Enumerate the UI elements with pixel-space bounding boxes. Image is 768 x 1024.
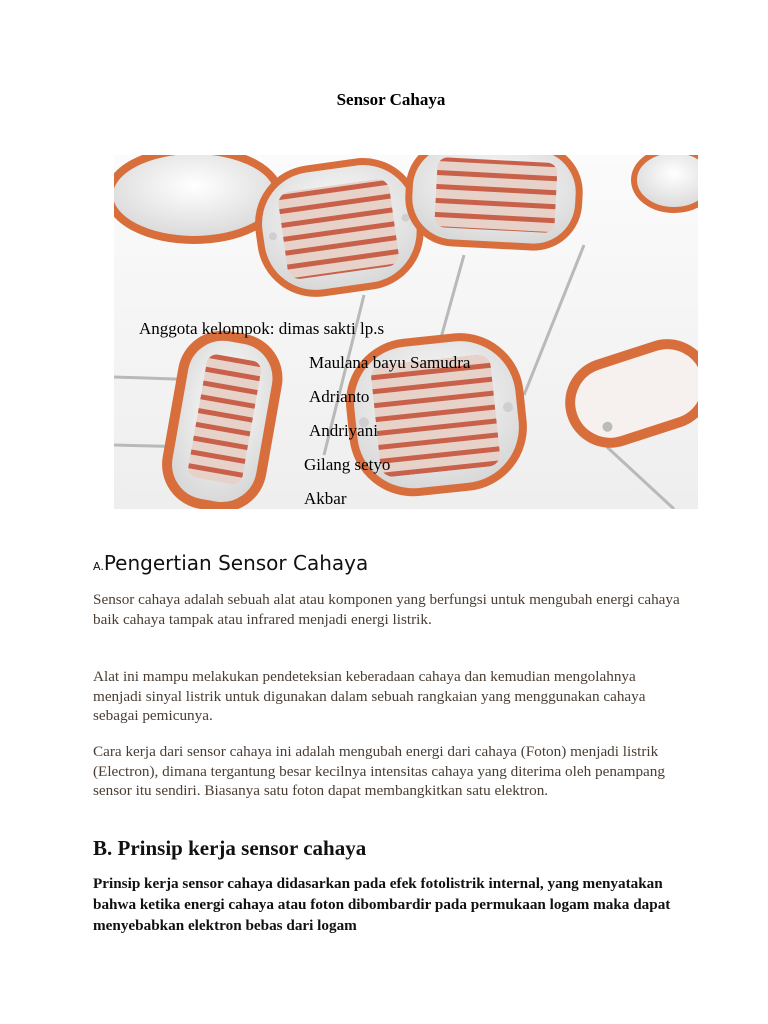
- photoresistor-photo: [114, 155, 698, 509]
- member-name: Akbar: [304, 489, 347, 508]
- member-name: Maulana bayu Samudra: [309, 353, 471, 372]
- document-title: Sensor Cahaya: [336, 90, 446, 109]
- photoresistor-icon: [114, 155, 698, 509]
- section-a-title: Pengertian Sensor Cahaya: [103, 551, 369, 575]
- paragraph-how-it-works: Cara kerja dari sensor cahaya ini adalah mengubah energi dari cahaya (Foton) menjadi listrik (Electron), dimana tergantung besar kecilnya intensitas cahaya yang diterima oleh penampang sensor itu sendiri. Biasanya satu foton dapat membangkitkan satu elektron.: [93, 743, 665, 799]
- member-name: Andriyani: [309, 421, 378, 440]
- paragraph-principle: Prinsip kerja sensor cahaya didasarkan pada efek fotolistrik internal, yang menyatakan bahwa ketika energi cahaya atau foton dibombardir pada permukaan logam maka dapat menyebabkan elektron bebas dari logam: [93, 875, 671, 934]
- paragraph-function: Alat ini mampu melakukan pendeteksian keberadaan cahaya dan kemudian mengolahnya menjadi sinyal listrik untuk digunakan dalam sebuah rangkaian yang menggunakan cahaya sebagai pemicunya.: [93, 668, 646, 724]
- section-a-heading: [93, 551, 368, 575]
- section-b-heading: B. Prinsip kerja sensor cahaya: [93, 836, 367, 860]
- member-name: Adrianto: [309, 387, 370, 406]
- member-name: Gilang setyo: [304, 455, 391, 474]
- paragraph-definition: Sensor cahaya adalah sebuah alat atau komponen yang berfungsi untuk mengubah energi cahaya baik cahaya tampak atau infrared menjadi energi listrik.: [93, 591, 680, 628]
- members-label: Anggota kelompok: dimas sakti lp.s: [139, 319, 385, 338]
- section-a-prefix: A.: [93, 560, 104, 573]
